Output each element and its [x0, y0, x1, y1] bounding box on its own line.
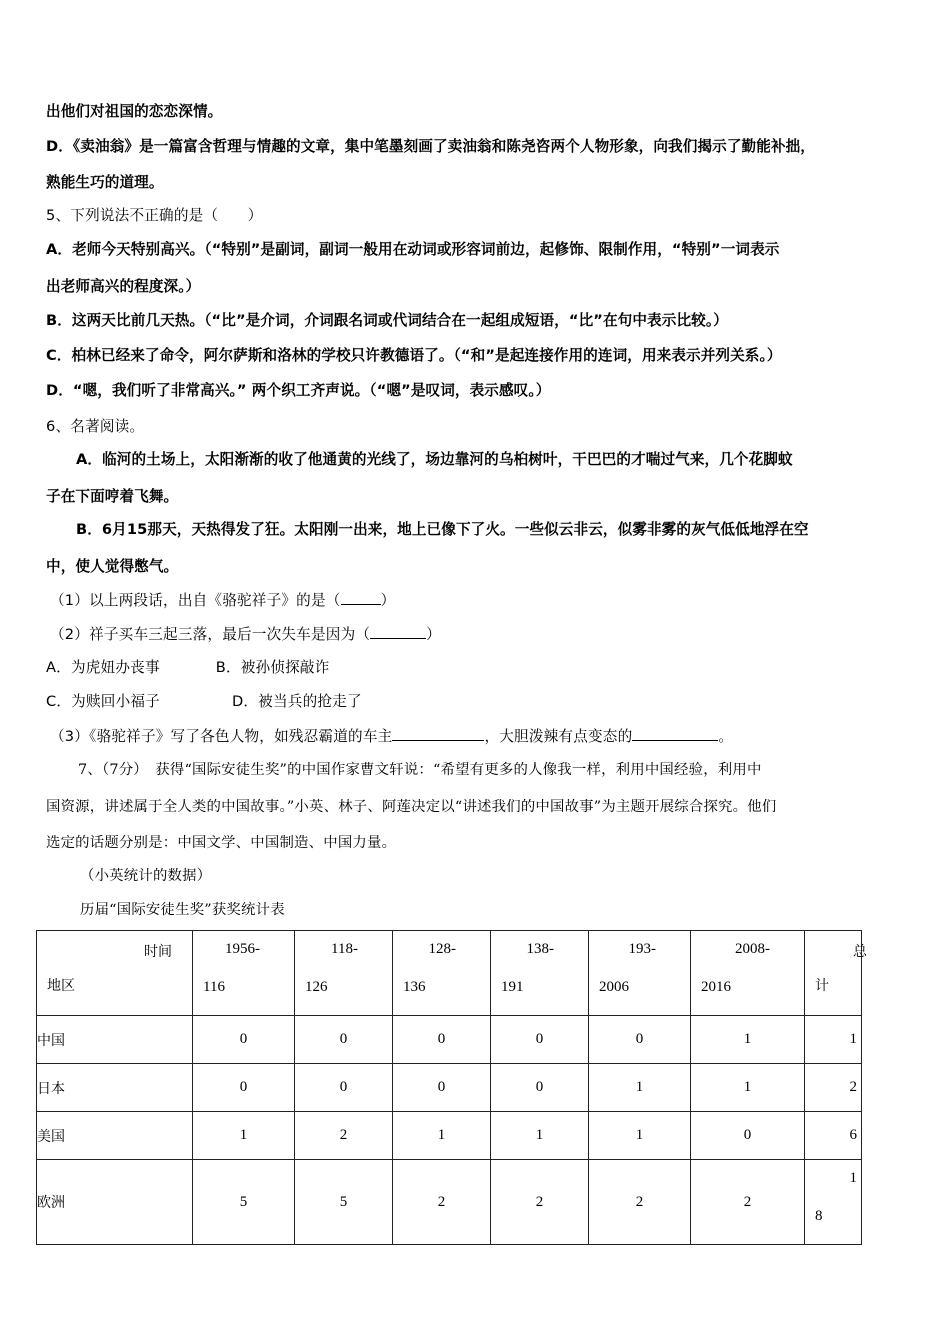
value-cell: 2 — [491, 1160, 589, 1245]
q6-choices-row1 — [46, 658, 330, 678]
value-cell: 2 — [691, 1160, 805, 1245]
corner-time-label: 时间 — [144, 944, 172, 960]
value-cell: 0 — [589, 1016, 691, 1064]
q6-sub2-suffix: ） — [426, 626, 441, 643]
value-cell: 0 — [393, 1016, 491, 1064]
q7-table-title: 历届“国际安徒生奖”获奖统计表 — [80, 902, 285, 918]
table-row — [37, 1064, 862, 1112]
q6-choices-row2 — [46, 692, 362, 712]
q6-sub3 — [50, 726, 733, 747]
total-cell: 1 8 — [805, 1160, 862, 1245]
value-cell: 1 — [691, 1064, 805, 1112]
q6-sub2-prefix: （2）祥子买车三起三落，最后一次失车是因为（ — [50, 626, 371, 643]
q7-line3: 选定的话题分别是：中国文学、中国制造、中国力量。 — [46, 835, 397, 851]
value-cell: 0 — [491, 1016, 589, 1064]
column-header: 138- 191 — [491, 931, 589, 1016]
value-cell: 1 — [393, 1112, 491, 1160]
table-row — [37, 1112, 862, 1160]
q5-option-a-line1: A．老师今天特别高兴。（“特别”是副词，副词一般用在动词或形容词前边，起修饰、限制作用，“特别”一词表示 — [46, 241, 780, 258]
q6-stem: 6、名著阅读。 — [46, 418, 145, 435]
q6-passage-b-line2: 中，使人觉得憋气。 — [46, 558, 179, 575]
column-header: 1956- 116 — [193, 931, 295, 1016]
q5-option-d: D．“嗯，我们听了非常高兴。” 两个织工齐声说。（“嗯”是叹词，表示感叹。） — [46, 382, 551, 399]
region-cell: 欧洲 — [37, 1160, 193, 1245]
column-header: 2008- 2016 — [691, 931, 805, 1016]
q7-line2: 国资源，讲述属于全人类的中国故事。”小英、林子、阿莲决定以“讲述我们的中国故事”为主题开展综合探究。他们 — [46, 799, 777, 815]
q6-sub3-blank-character[interactable] — [632, 726, 718, 741]
value-cell: 2 — [393, 1160, 491, 1245]
column-header: 128- 136 — [393, 931, 491, 1016]
q5-option-c: C．柏林已经来了命令，阿尔萨斯和洛林的学校只许教德语了。（“和”是起连接作用的连词，用来表示并列关系。） — [46, 347, 782, 364]
value-cell: 1 — [589, 1064, 691, 1112]
q6-passage-b-line1: B．6月15那天，天热得发了狂。太阳刚一出来，地上已像下了火。一些似云非云，似雾非雾的灰气低低地浮在空 — [76, 521, 809, 538]
q6-sub2 — [50, 624, 441, 645]
q6-sub2-blank[interactable] — [370, 624, 426, 639]
value-cell: 0 — [691, 1112, 805, 1160]
column-header: 193- 2006 — [589, 931, 691, 1016]
column-header-total: 总 计 — [805, 931, 862, 1016]
value-cell: 0 — [295, 1064, 393, 1112]
table-header-row — [37, 931, 862, 1016]
value-cell: 1 — [193, 1112, 295, 1160]
value-cell: 5 — [295, 1160, 393, 1245]
q6-sub1 — [50, 590, 395, 611]
q6-sub1-blank[interactable] — [341, 590, 381, 605]
total-cell: 6 — [805, 1112, 862, 1160]
q5-option-b: B．这两天比前几天热。（“比”是介词，介词跟名词或代词结合在一起组成短语，“比”在句中表示比较。） — [46, 312, 728, 329]
q6-sub3-suffix: 。 — [718, 728, 734, 745]
q5-stem: 5、下列说法不正确的是（ ） — [46, 207, 263, 224]
column-header: 118- 126 — [295, 931, 393, 1016]
value-cell: 0 — [193, 1064, 295, 1112]
q6-sub3-blank-owner[interactable] — [392, 726, 484, 741]
value-cell: 2 — [295, 1112, 393, 1160]
q4-option-d-line2: 熟能生巧的道理。 — [46, 174, 164, 191]
value-cell: 5 — [193, 1160, 295, 1245]
value-cell: 1 — [491, 1112, 589, 1160]
value-cell: 1 — [691, 1016, 805, 1064]
region-cell: 中国 — [37, 1016, 193, 1064]
value-cell: 0 — [491, 1064, 589, 1112]
q6-choice-c: C．为赎回小福子 — [46, 693, 160, 710]
table-row — [37, 1160, 862, 1245]
q4-option-d-line1: D．《卖油翁》是一篇富含哲理与情趣的文章，集中笔墨刻画了卖油翁和陈尧咨两个人物形象，向我们揭示了勤能补拙， — [46, 138, 815, 155]
q6-passage-a-line2: 子在下面哼着飞舞。 — [46, 488, 179, 505]
value-cell: 2 — [589, 1160, 691, 1245]
q6-sub3-prefix: （3）《骆驼祥子》写了各色人物，如残忍霸道的车主 — [50, 728, 393, 745]
q7-data-label: （小英统计的数据） — [80, 868, 212, 884]
corner-region-label: 地区 — [47, 978, 75, 994]
q6-sub3-middle: ，大胆泼辣有点变态的 — [484, 728, 633, 745]
award-statistics-table — [36, 930, 867, 1245]
q6-passage-a-line1: A．临河的土场上，太阳渐渐的收了他通黄的光线了，场边靠河的乌桕树叶，干巴巴的才喘过气来，几个花脚蚊 — [76, 451, 793, 468]
value-cell: 0 — [193, 1016, 295, 1064]
q6-choice-a: A．为虎妞办丧事 — [46, 659, 160, 676]
q6-choice-b: B．被孙侦探敲诈 — [215, 659, 330, 676]
value-cell: 0 — [295, 1016, 393, 1064]
q7-line1: 7、（7分） 获得“国际安徒生奖”的中国作家曹文轩说：“希望有更多的人像我一样，利用中国经验，利用中 — [78, 762, 762, 778]
total-cell: 2 — [805, 1064, 862, 1112]
q6-sub1-prefix: （1）以上两段话，出自《骆驼祥子》的是（ — [50, 592, 341, 609]
value-cell: 1 — [589, 1112, 691, 1160]
q4-tail-line: 出他们对祖国的恋恋深情。 — [46, 103, 223, 120]
table-corner-cell — [37, 931, 193, 1016]
q6-sub1-suffix: ） — [380, 592, 396, 609]
value-cell: 0 — [393, 1064, 491, 1112]
region-cell: 日本 — [37, 1064, 193, 1112]
table-row — [37, 1016, 862, 1064]
q5-option-a-line2: 出老师高兴的程度深。） — [46, 278, 201, 295]
region-cell: 美国 — [37, 1112, 193, 1160]
total-cell: 1 — [805, 1016, 862, 1064]
q6-choice-d: D．被当兵的抢走了 — [231, 693, 362, 710]
